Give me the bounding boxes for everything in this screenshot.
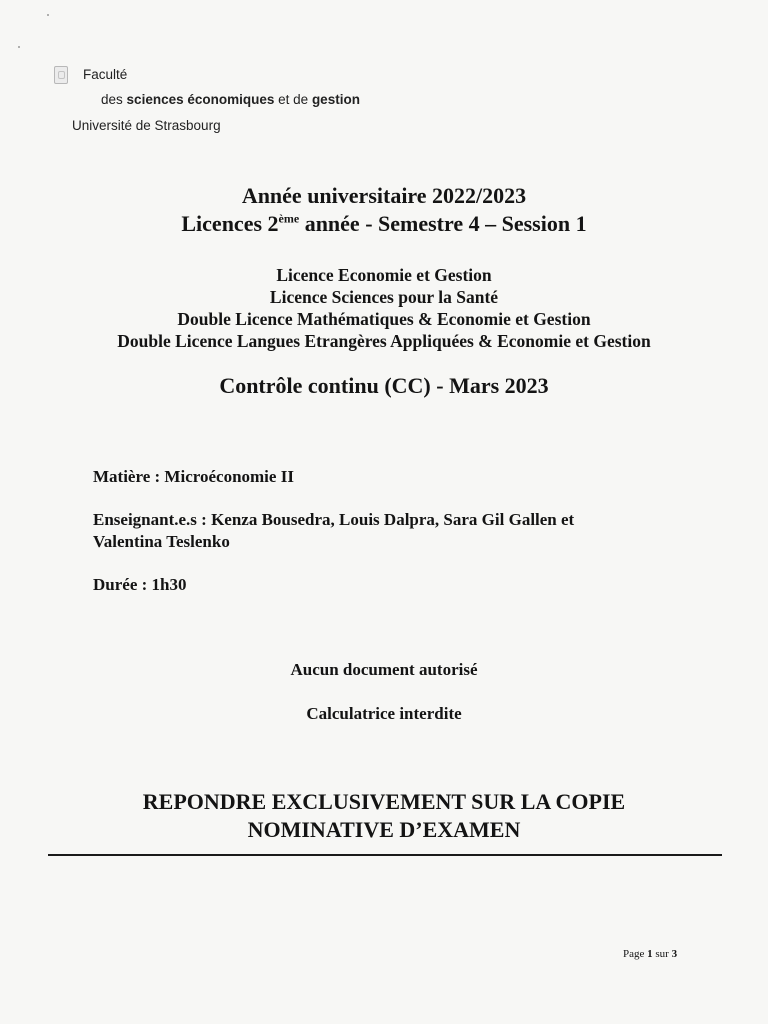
faculty-sciences-eco: sciences économiques [126,92,275,107]
university-name: Université de Strasbourg [72,118,221,133]
programme-item: Double Licence Langues Etrangères Appliquées & Economie et Gestion [117,331,651,351]
programme-item: Licence Sciences pour la Santé [269,287,499,307]
faculty-word: Faculté [83,67,128,82]
document-rule: Aucun document autorisé [290,660,478,679]
page-number [623,948,677,960]
teachers-line2: Valentina Teslenko [93,532,230,551]
page-label: Page [623,948,645,960]
programme-list [0,264,768,352]
licence-level [0,211,768,237]
academic-year: Année universitaire 2022/2023 [241,183,527,208]
page-current: 1 [647,948,653,960]
faculty-name-line2 [101,92,360,107]
scan-speck [18,46,20,48]
faculty-des: des [101,92,123,107]
faculty-gestion: gestion [311,92,360,107]
university-logo-icon [54,66,68,84]
teachers-line1: Enseignant.e.s : Kenza Bousedra, Louis Dalpra, Sara Gil Gallen et [93,510,575,529]
instruction-line2: NOMINATIVE D’EXAMEN [247,817,521,842]
licence-suffix: année - Semestre 4 – Session 1 [299,211,587,236]
page-total: 3 [671,948,678,960]
page-sep: sur [655,948,669,960]
horizontal-divider [48,854,722,856]
teachers [93,509,693,553]
programme-item: Licence Economie et Gestion [276,265,492,285]
instruction-line1: REPONDRE EXCLUSIVEMENT SUR LA COPIE [142,789,626,814]
licence-prefix: Licences 2 [181,211,279,236]
faculty-et-de: et de [278,92,309,107]
answer-instruction [0,788,768,844]
exam-type: Contrôle continu (CC) - Mars 2023 [219,373,549,398]
calculator-rule: Calculatrice interdite [306,704,462,723]
subject: Matière : Microéconomie II [93,467,294,486]
scan-speck [47,14,49,16]
programme-item: Double Licence Mathématiques & Economie et Gestion [177,309,591,329]
licence-superscript: ème [278,211,300,226]
faculty-name-line1 [83,67,127,82]
duration: Durée : 1h30 [93,575,187,594]
